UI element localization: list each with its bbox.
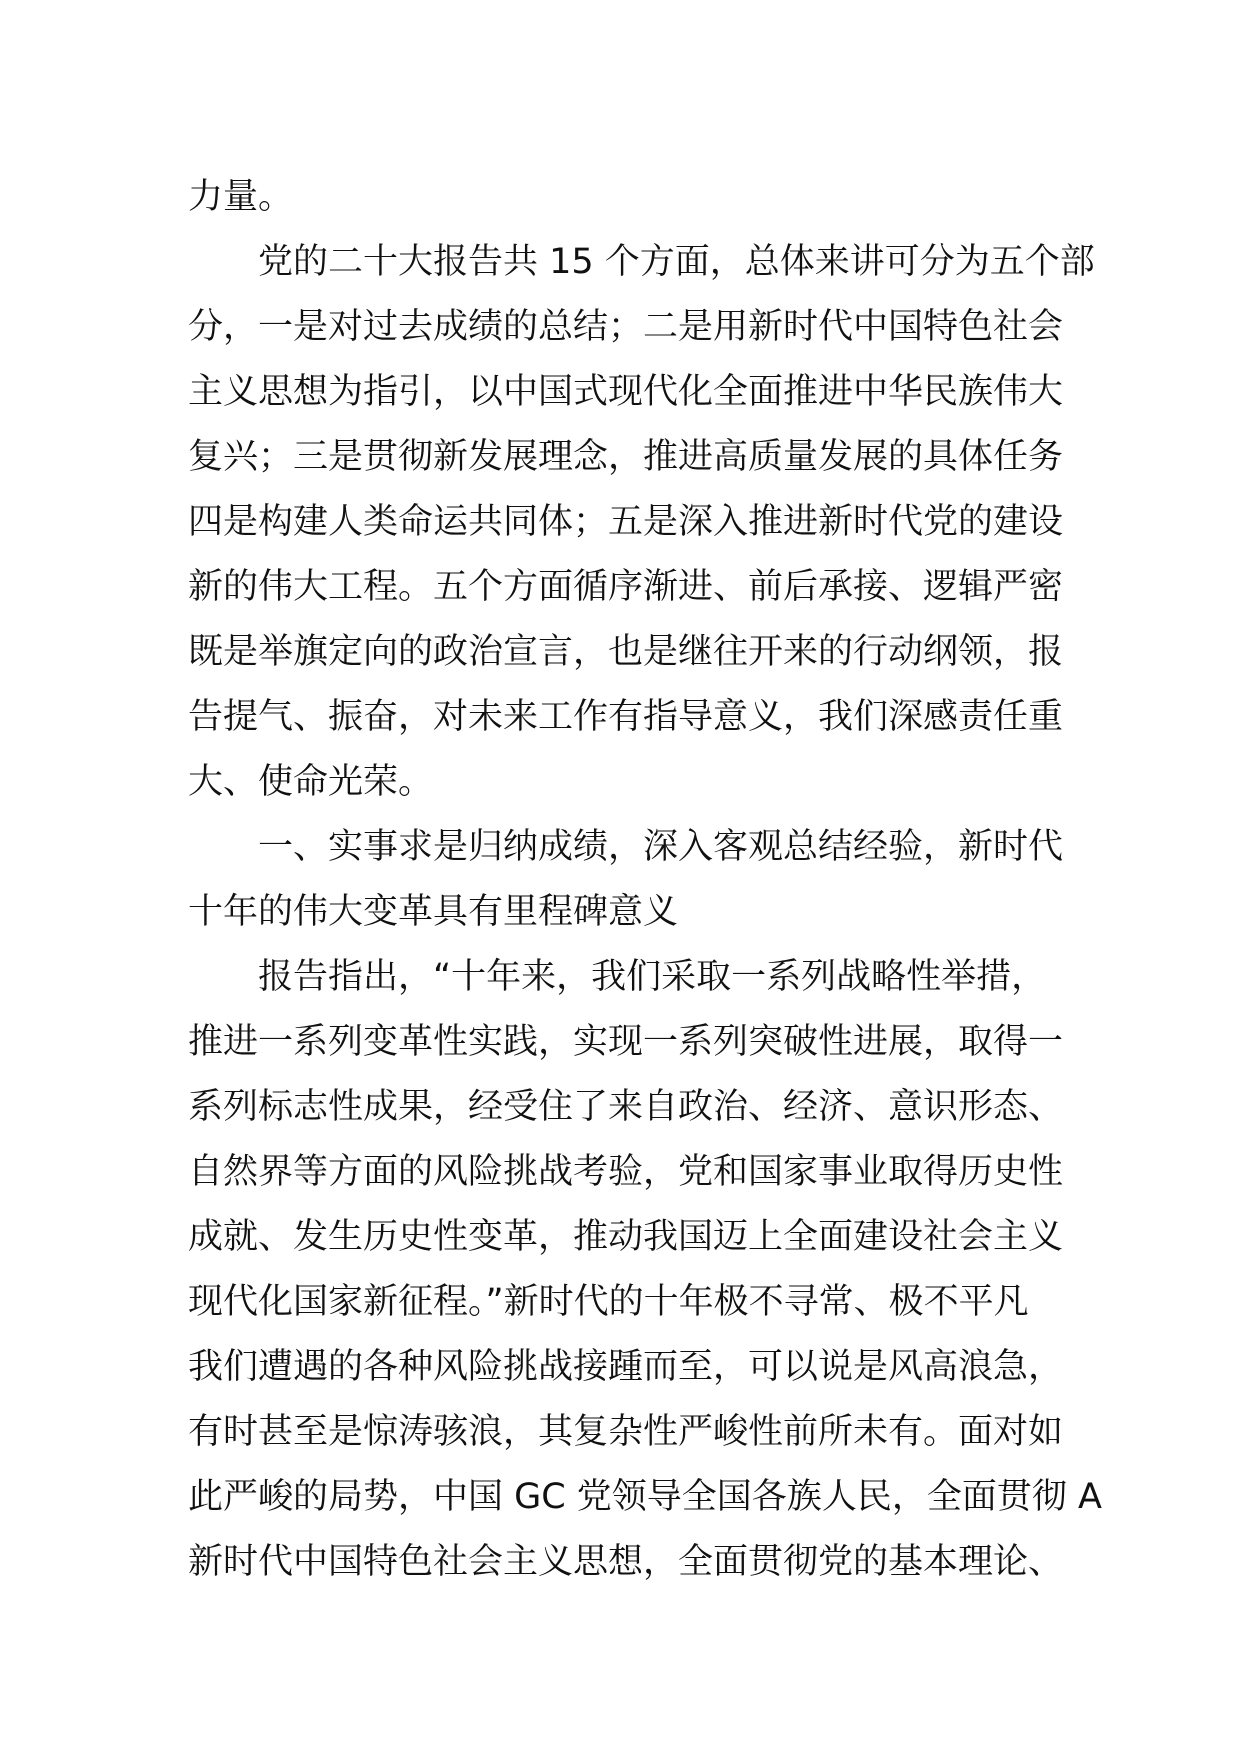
text-line: 此严峻的局势，中国 GC 党领导全国各族人民，全面贯彻 A — [188, 1477, 1102, 1517]
text-line: 现代化国家新征程。”新时代的十年极不寻常、极不平凡 — [188, 1282, 1029, 1322]
text-line: 自然界等方面的风险挑战考验，党和国家事业取得历史性 — [188, 1152, 1064, 1192]
text-line: 新的伟大工程。五个方面循序渐进、前后承接、逻辑严密 — [188, 567, 1064, 607]
text-line: 四是构建人类命运共同体；五是深入推进新时代党的建设 — [188, 502, 1064, 542]
text-line: 力量。 — [188, 177, 294, 217]
text-line: 既是举旗定向的政治宣言，也是继往开来的行动纲领，报 — [188, 632, 1064, 672]
section-heading-line: 十年的伟大变革具有里程碑意义 — [188, 892, 679, 932]
text-line: 党的二十大报告共 15 个方面，总体来讲可分为五个部 — [258, 242, 1095, 282]
text-line: 复兴；三是贯彻新发展理念，推进高质量发展的具体任务 — [188, 437, 1064, 477]
text-line: 系列标志性成果，经受住了来自政治、经济、意识形态、 — [188, 1087, 1064, 1127]
text-line: 有时甚至是惊涛骇浪，其复杂性严峻性前所未有。面对如 — [188, 1412, 1064, 1452]
text-line: 告提气、振奋，对未来工作有指导意义，我们深感责任重 — [188, 697, 1064, 737]
section-heading-line: 一、实事求是归纳成绩，深入客观总结经验，新时代 — [258, 827, 1064, 867]
text-line: 推进一系列变革性实践，实现一系列突破性进展，取得一 — [188, 1022, 1064, 1062]
text-line: 分，一是对过去成绩的总结；二是用新时代中国特色社会 — [188, 307, 1064, 347]
text-line: 主义思想为指引，以中国式现代化全面推进中华民族伟大 — [188, 372, 1064, 412]
body-text — [188, 165, 1102, 1595]
text-line: 大、使命光荣。 — [188, 762, 434, 802]
text-line: 成就、发生历史性变革，推动我国迈上全面建设社会主义 — [188, 1217, 1064, 1257]
text-line: 报告指出，“十年来，我们采取一系列战略性举措， — [258, 957, 1047, 997]
text-line: 新时代中国特色社会主义思想，全面贯彻党的基本理论、 — [188, 1542, 1064, 1582]
text-line: 我们遭遇的各种风险挑战接踵而至，可以说是风高浪急， — [188, 1347, 1064, 1387]
